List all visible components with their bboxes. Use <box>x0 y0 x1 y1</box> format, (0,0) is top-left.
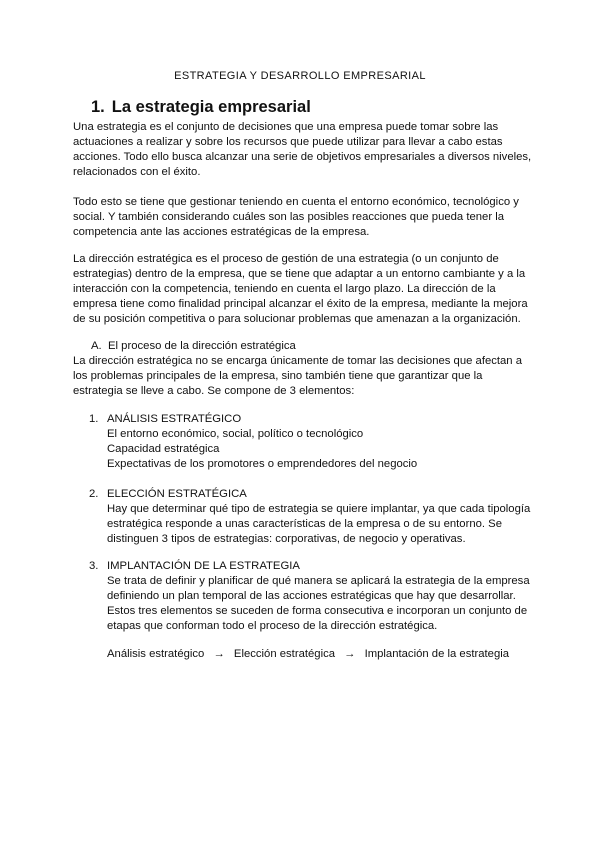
element-line: Se trata de definir y planificar de qué manera se aplicará la estrategia de la empresa definiendo un plan temporal de las acciones estratégicas que hay que desarrollar. Estos tres elementos se suceden de forma consecutiva e incorporan un conjunto de etapas que conforman todo el proceso de la dirección estratégica. <box>107 575 530 632</box>
element-body <box>107 574 539 634</box>
flow-step-analysis: Análisis estratégico <box>107 648 205 660</box>
element-title-text: ANÁLISIS ESTRATÉGICO <box>107 413 242 425</box>
subsection-letter: A. <box>91 340 102 352</box>
element-line: Expectativas de los promotores o emprendedores del negocio <box>107 458 418 470</box>
subsection-intro: La dirección estratégica no se encarga únicamente de tomar las decisiones que afectan a los problemas principales de la empresa, sino también tiene que garantizar que la estrategia se lleve a cabo. Se compone de 3 elementos: <box>73 355 523 397</box>
paragraph-definition: Una estrategia es el conjunto de decisiones que una empresa puede tomar sobre las actuaciones a realizar y sobre los recursos que puede utilizar para llevar a cabo estas acciones. Todo ello busca alcanzar una serie de objetivos empresariales a diversos niveles, relacionados con el éxito. <box>73 121 532 178</box>
element-body <box>107 427 539 472</box>
element-title-text: IMPLANTACIÓN DE LA ESTRATEGIA <box>107 560 300 572</box>
element-title-text: ELECCIÓN ESTRATÉGICA <box>107 488 247 500</box>
subsection-title: El proceso de la dirección estratégica <box>108 340 296 352</box>
element-implementation <box>89 559 539 634</box>
subsection-heading <box>91 339 296 354</box>
element-body <box>107 502 539 547</box>
element-analysis <box>89 412 539 472</box>
section-heading <box>91 98 311 117</box>
element-title <box>89 487 539 502</box>
section-title: La estrategia empresarial <box>111 98 311 116</box>
element-line: Hay que determinar qué tipo de estrategia se quiere implantar, ya que cada tipología estratégica responde a unas características de la empresa o de su entorno. Se distinguen 3 tipos de estrategias: corporativas, de negocio y operativas. <box>107 503 531 545</box>
element-line: El entorno económico, social, político o tecnológico <box>107 428 364 440</box>
arrow-right-icon: → <box>344 648 356 660</box>
element-choice <box>89 487 539 547</box>
flow-step-implementation: Implantación de la estrategia <box>364 648 510 660</box>
element-title <box>89 412 539 427</box>
process-flow <box>107 647 509 662</box>
arrow-right-icon: → <box>213 648 225 660</box>
element-line: Capacidad estratégica <box>107 443 220 455</box>
section-number: 1. <box>91 98 105 116</box>
element-title <box>89 559 539 574</box>
flow-step-choice: Elección estratégica <box>233 648 336 660</box>
element-number: 2. <box>89 488 99 500</box>
element-number: 1. <box>89 413 99 425</box>
paragraph-environment: Todo esto se tiene que gestionar teniendo en cuenta el entorno económico, tecnológico y social. Y también considerando cuáles son las posibles reacciones que pueda tener la competencia ante las acciones estratégicas de la empresa. <box>73 196 519 238</box>
paragraph-strategic-direction: La dirección estratégica es el proceso de gestión de una estrategia (o un conjunto de estrategias) dentro de la empresa, que se tiene que adaptar a un entorno cambiante y a la interacción con la competencia, teniendo en cuenta el largo plazo. La dirección de la empresa tiene como finalidad principal alcanzar el éxito de la empresa, mediante la mejora de su posición competitiva o para solucionar problemas que amenazan a la organización. <box>73 253 528 325</box>
document-title: ESTRATEGIA Y DESARROLLO EMPRESARIAL <box>174 70 426 82</box>
element-number: 3. <box>89 560 99 572</box>
